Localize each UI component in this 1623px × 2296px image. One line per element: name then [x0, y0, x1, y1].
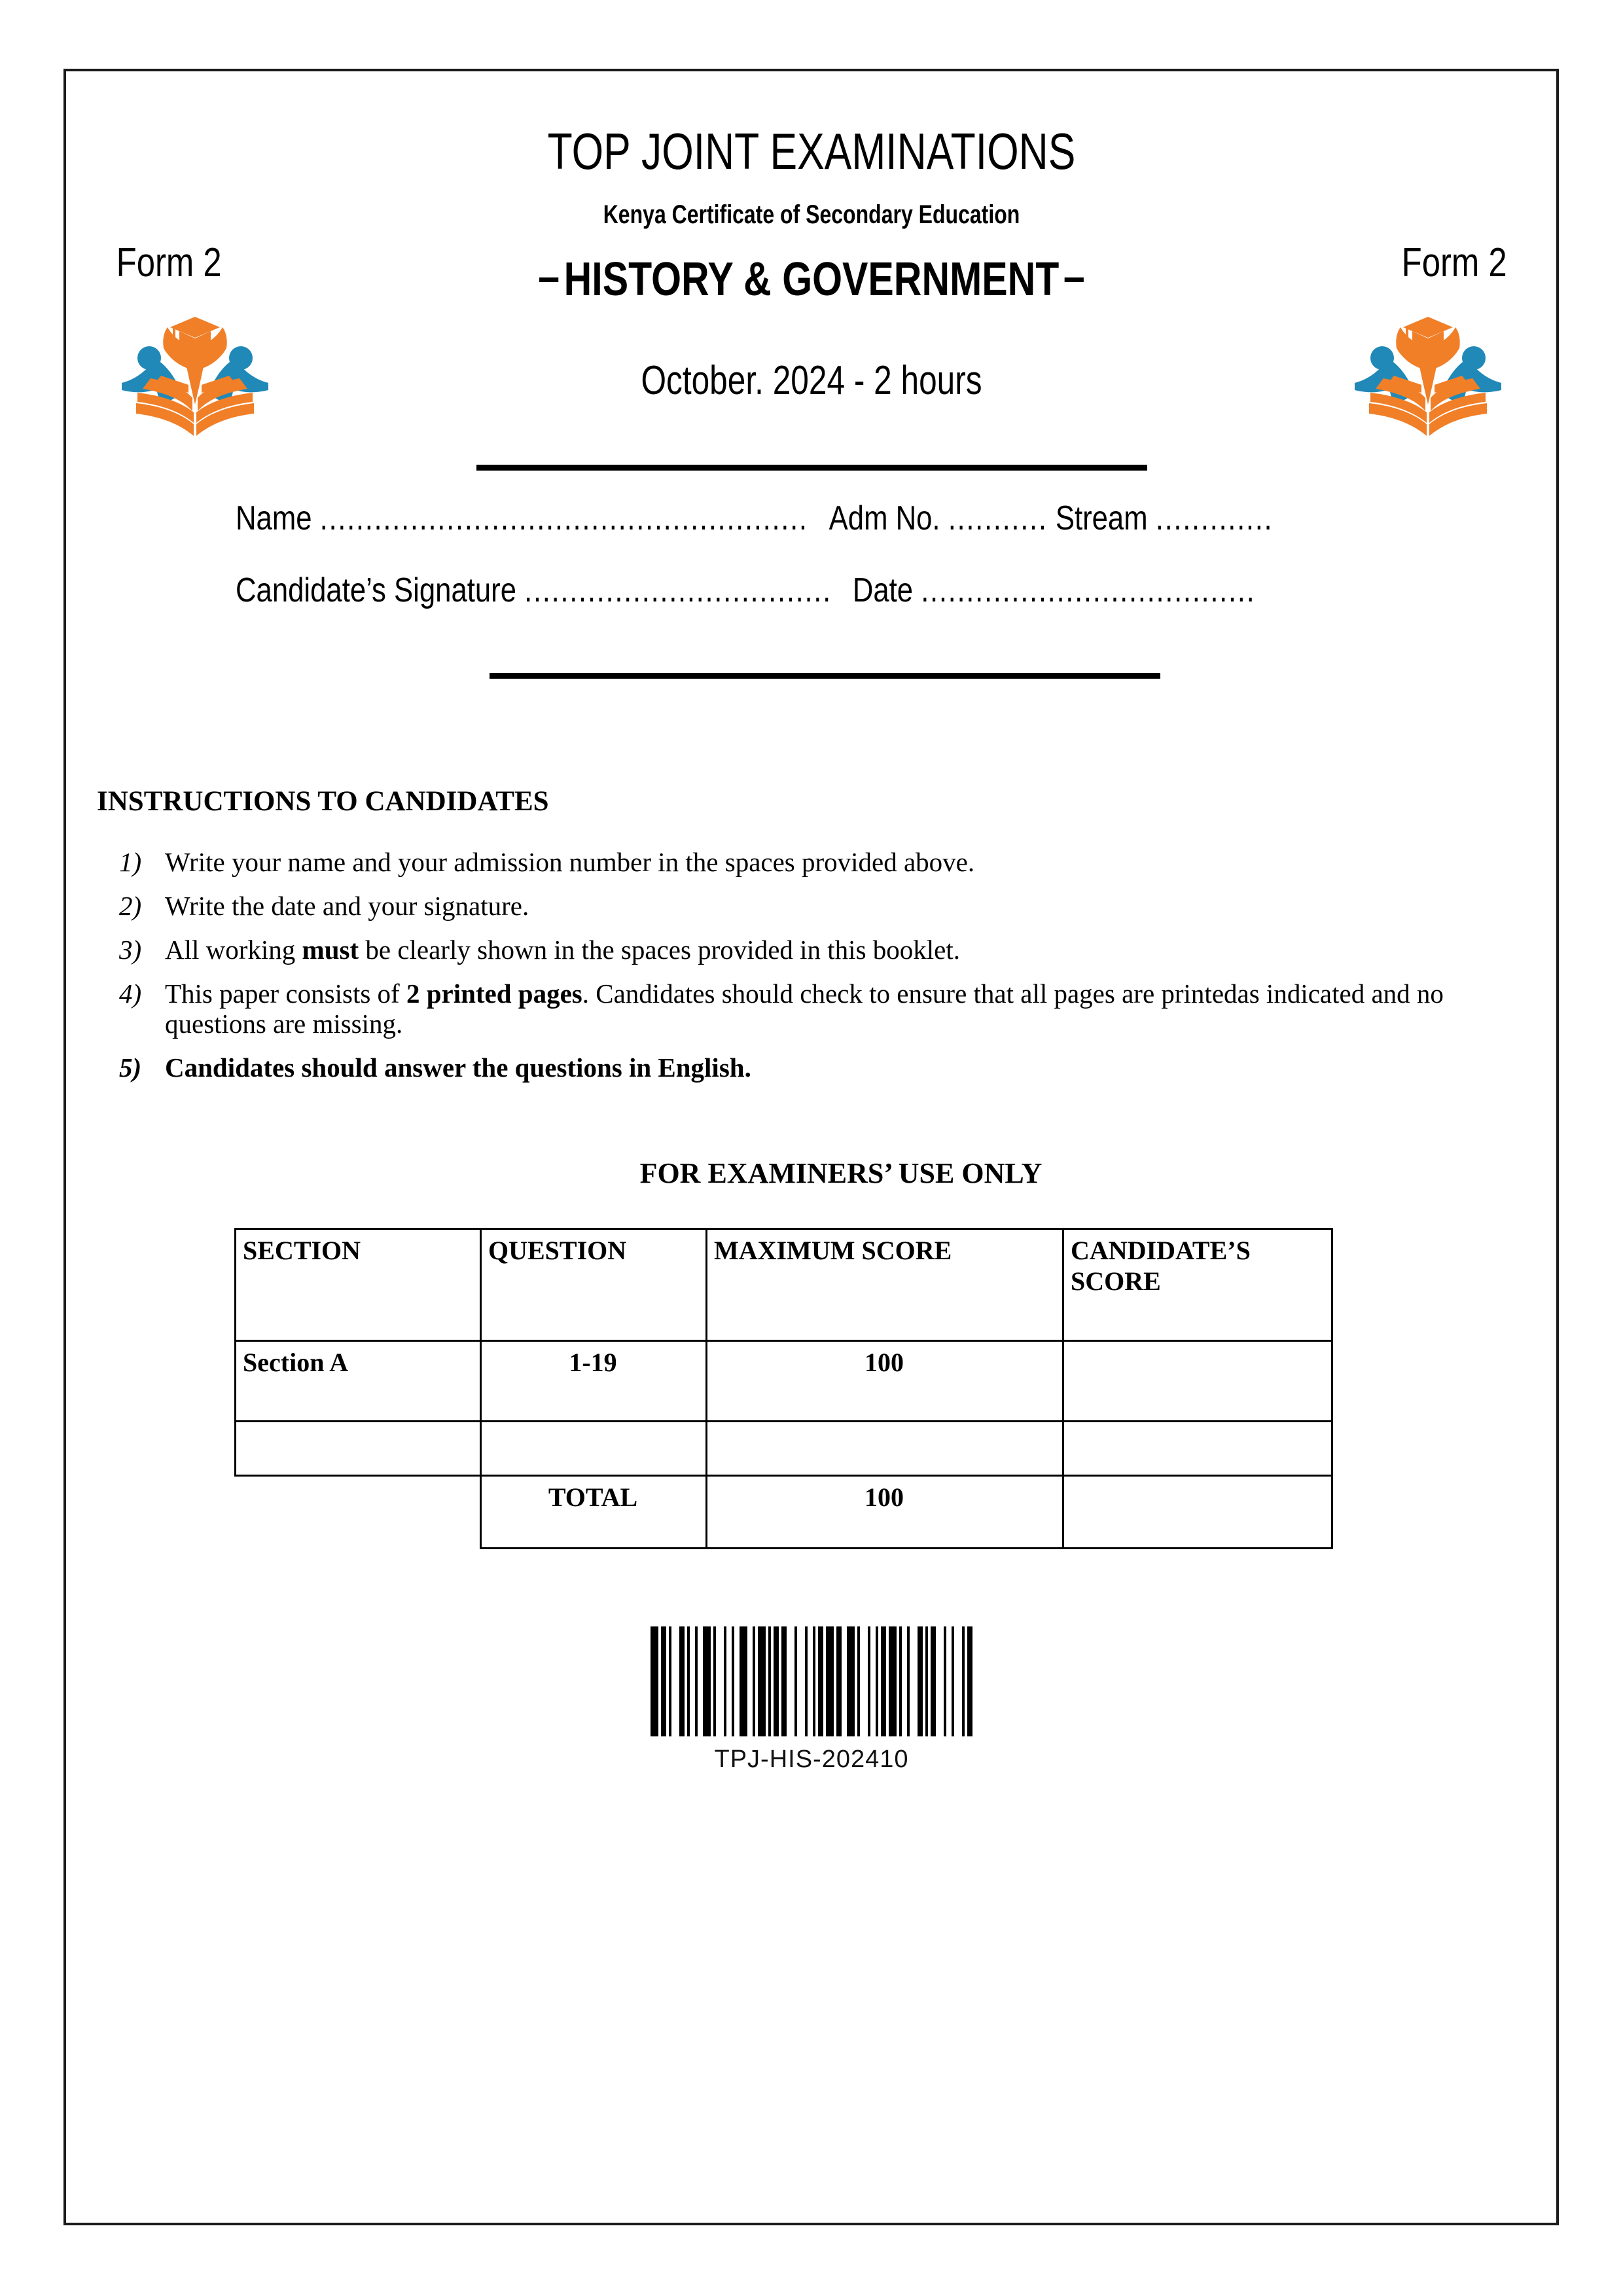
instruction-text: Write the date and your signature.	[165, 890, 529, 921]
instruction-item-5	[113, 1053, 1533, 1083]
instruction-number: 5)	[119, 1052, 142, 1083]
cell-maximum-score[interactable]	[707, 1422, 1063, 1476]
barcode-bar	[931, 1626, 936, 1736]
cell-candidate-score[interactable]	[1063, 1341, 1332, 1422]
date-label: Date	[852, 571, 914, 609]
barcode-bar	[847, 1626, 855, 1736]
cell-total-label: TOTAL	[481, 1476, 707, 1549]
barcode-bar	[747, 1626, 753, 1736]
instruction-emphasis: must	[302, 934, 359, 965]
exam-subtitle: Kenya Certificate of Secondary Education	[603, 200, 1020, 229]
barcode-bar	[918, 1626, 923, 1736]
instructions-list	[113, 848, 1533, 1096]
barcode-bar	[716, 1626, 724, 1736]
graduation-book-logo-left	[110, 308, 280, 439]
stream-input-line[interactable]: .............	[1155, 499, 1274, 537]
stream-label: Stream	[1055, 499, 1148, 537]
barcode-bar	[902, 1626, 907, 1736]
candidate-signature-row	[236, 571, 1255, 610]
header-divider-rule-bottom	[490, 673, 1160, 679]
instruction-item-1	[113, 848, 1533, 878]
barcode-bar	[836, 1626, 842, 1736]
barcode-bar	[781, 1626, 787, 1736]
table-total-row	[236, 1476, 1332, 1549]
date-input-line[interactable]: .....................................	[921, 571, 1256, 609]
name-input-line[interactable]: ......................................................	[319, 499, 808, 537]
subject-title: HISTORY & GOVERNMENT	[563, 253, 1060, 306]
instruction-item-2	[113, 891, 1533, 922]
barcode-bar	[842, 1626, 847, 1736]
barcode-bar	[808, 1626, 813, 1736]
cell-question: 1-19	[481, 1341, 707, 1422]
signature-label: Candidate’s Signature	[236, 571, 517, 609]
cell-total-candidate-score[interactable]	[1063, 1476, 1332, 1549]
barcode-bar	[698, 1626, 703, 1736]
barcode-bar	[679, 1626, 685, 1736]
instruction-text: This paper consists of	[165, 978, 406, 1009]
cell-maximum-score: 100	[707, 1341, 1063, 1422]
cell-section: Section A	[236, 1341, 481, 1422]
barcode-block	[0, 1618, 1623, 1774]
table-row	[236, 1422, 1332, 1476]
cell-total-maximum-score: 100	[707, 1476, 1063, 1549]
dash-left-decoration: –	[538, 251, 560, 303]
cell-section[interactable]	[236, 1422, 481, 1476]
barcode-bar	[740, 1626, 747, 1736]
signature-input-line[interactable]: ..................................	[524, 571, 832, 609]
barcode-bar	[954, 1626, 962, 1736]
barcode-bar	[946, 1626, 952, 1736]
examiners-use-only-heading: FOR EXAMINERS’ USE ONLY	[639, 1157, 1043, 1189]
graduation-book-logo-right	[1343, 308, 1513, 439]
candidate-name-row	[236, 499, 1273, 538]
barcode-bar	[726, 1626, 732, 1736]
dash-right-decoration: –	[1063, 251, 1085, 303]
table-header-row	[236, 1229, 1332, 1341]
barcode-bar	[734, 1626, 740, 1736]
adm-no-input-line[interactable]: ...........	[948, 499, 1048, 537]
barcode-bar	[774, 1626, 779, 1736]
barcode-bar	[860, 1626, 868, 1736]
instruction-number: 4)	[119, 978, 142, 1009]
instruction-text: .	[744, 1052, 751, 1083]
barcode-bar	[787, 1626, 794, 1736]
subject-title-line	[146, 253, 1477, 306]
cell-candidate-score[interactable]	[1063, 1422, 1332, 1476]
barcode-bar	[651, 1626, 658, 1736]
barcode-label: TPJ-HIS-202410	[714, 1746, 909, 1773]
table-row	[236, 1341, 1332, 1422]
barcode-bar	[671, 1626, 679, 1736]
barcode-bar	[797, 1626, 805, 1736]
instruction-item-3	[113, 935, 1533, 965]
barcode-bar	[881, 1626, 886, 1736]
barcode-bar	[661, 1626, 666, 1736]
instruction-number: 1)	[119, 847, 142, 877]
cell-total-section	[236, 1476, 481, 1549]
column-header-candidate-score: CANDIDATE’S SCORE	[1063, 1229, 1332, 1341]
cell-question[interactable]	[481, 1422, 707, 1476]
instruction-emphasis: Candidates should answer the questions in English	[165, 1052, 745, 1083]
form-level-right: Form 2	[1401, 240, 1507, 285]
barcode-bar	[758, 1626, 766, 1736]
instruction-number: 2)	[119, 890, 142, 921]
barcode-image	[651, 1626, 972, 1736]
instruction-text: . Candidates should check to ensure that all pages are printedas indicated and no questions are missing.	[165, 978, 1444, 1039]
exam-date-duration: October. 2024 - 2 hours	[641, 358, 982, 403]
adm-no-label: Adm No.	[829, 499, 940, 537]
instruction-emphasis: 2 printed pages	[406, 978, 582, 1009]
instructions-heading: INSTRUCTIONS TO CANDIDATES	[97, 786, 549, 817]
barcode-bar	[826, 1626, 834, 1736]
examiners-score-table	[234, 1228, 1333, 1549]
barcode-bar	[818, 1626, 823, 1736]
barcode-bar	[936, 1626, 944, 1736]
header-divider-rule-top	[476, 465, 1147, 471]
instruction-text: All working	[165, 934, 302, 965]
instruction-item-4	[113, 979, 1533, 1039]
barcode-bar	[690, 1626, 695, 1736]
barcode-bar	[870, 1626, 876, 1736]
column-header-question: QUESTION	[481, 1229, 707, 1341]
column-header-section: SECTION	[236, 1229, 481, 1341]
instruction-number: 3)	[119, 934, 142, 965]
name-label: Name	[236, 499, 312, 537]
form-level-left: Form 2	[116, 240, 222, 285]
column-header-maximum-score: MAXIMUM SCORE	[707, 1229, 1063, 1341]
exam-title: TOP JOINT EXAMINATIONS	[547, 122, 1076, 180]
barcode-bar	[889, 1626, 897, 1736]
barcode-bar	[703, 1626, 711, 1736]
instruction-text: Write your name and your admission number in the spaces provided above.	[165, 847, 975, 877]
barcode-bar	[910, 1626, 918, 1736]
instruction-text: be clearly shown in the spaces provided in this booklet.	[359, 934, 961, 965]
barcode-bar	[967, 1626, 972, 1736]
